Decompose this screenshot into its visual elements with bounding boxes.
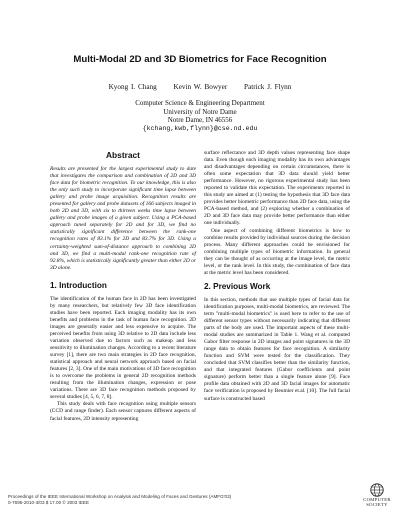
logo-text-society: SOCIETY bbox=[366, 502, 388, 507]
author-name: Patrick J. Flynn bbox=[244, 83, 292, 91]
affiliation-block bbox=[0, 99, 400, 133]
affiliation-email: {kchang,kwb,flynn}@cse.nd.edu bbox=[142, 124, 258, 132]
abstract-heading: Abstract bbox=[106, 150, 140, 160]
body-paragraph: In this section, methods that use multiple types of facial data for identification purposes, multi-modal biometrics, are reviewed. The term "multi-modal biometrics" is used here to refer to the use of different sensor types without necessarily indicating that different parts of the body are used. The important aspects of these multi-modal studies are summarized in Table 1. Wang et al. computed Gabor filter response in 2D images and point signatures in the 3D range data to obtain features for face recognition. A similarity function and SVM were tested for the classification. They concluded that SVM classifies better than the similarity function, and that integrated features (Gabor coefficients and point signature) perform better than a single feature alone [9]. Face profile data obtained with 2D and 3D facial images for automatic face verification is proposed by Beumier et.al. [10]. The full facial surface is constructed based bbox=[204, 296, 350, 402]
left-column bbox=[50, 150, 196, 423]
body-paragraph: This study deals with face recognition using multiple sensors (CCD and range finder). Each sensor captures different aspects of facial features, 2D intensity representing bbox=[50, 401, 196, 422]
footer-isbn: 0-7695-2010-3/03 $ 17.00 © 2003 IEEE bbox=[8, 499, 90, 505]
right-column bbox=[204, 150, 350, 403]
affiliation-address: Notre Dame, IN 46556 bbox=[167, 116, 233, 125]
abstract-text: Results are presented for the largest experimental study to date that investigates the comparison and combination of 2D and 3D face data for biometric recognition. To our knowledge, this is also the only such study to incorporate significant time lapse between gallery and probe image acquisition. Recognition results are presented for gallery and probe datasets of 166 subjects imaged in both 2D and 3D, with six to thirteen weeks time lapse between gallery and probe images of a given subject. Using a PCA-based approach tuned separately for 2D and for 3D, we find no statistically significant difference between the rank-one recognition rates of 83.1% for 2D and 83.7% for 3D. Using a certainty-weighted sum-of-distance approach to combining 2D and 3D, we find a multi-modal rank-one recognition rate of 92.8%, which is statistically significantly greater than either 2D or 3D alone. bbox=[50, 166, 196, 271]
body-paragraph: The identification of the human face in 2D has been investigated by many researchers, but relatively few 3D face identification studies have been reported. Each imaging modality has its own benefits and problems in the task of human face recognition. 2D images are generally easier and less expensive to acquire. The perceived benefits from using 3D relative to 2D data include less variation observed due to factors such as makeup and less sensitivity to illumination changes. According to a recent literature survey [1], there are two main strategies in 2D face recognition, statistical approach and neural network approach based on facial features [2, 3]. One of the main motivations of 3D face recognition is to overcome the problems in general 2D recognition methods resulting from the illumination changes, expression or pose variations. There are 3D face recognition methods proposed by several studies [4, 5, 6, 7, 8]. bbox=[50, 295, 196, 401]
author-list bbox=[0, 83, 400, 92]
page-footer bbox=[8, 494, 348, 506]
footer-proceedings: Proceedings of the IEEE International Workshop on Analysis and Modeling of Faces and Gestures (AMFG'03) bbox=[8, 494, 232, 499]
body-paragraph: One aspect of combining different biometrics is how to combine results provided by individual sources during the decision process. Many different approaches could be envisioned for combining multiple types of biometric information. In general they can be thought of as occurring at the image level, the metric level, or the rank level. In this study, the combination of face data at the metric level has been considered. bbox=[204, 227, 350, 276]
author-name: Kevin W. Bowyer bbox=[173, 83, 228, 91]
affiliation-university: University of Notre Dame bbox=[163, 107, 237, 116]
logo-text-computer: COMPUTER bbox=[363, 497, 391, 502]
paper-title: Multi-Modal 2D and 3D Biometrics for Face Recognition bbox=[73, 54, 327, 65]
computer-society-logo bbox=[360, 483, 394, 513]
section-heading-introduction: 1. Introduction bbox=[50, 280, 107, 290]
section-heading-previous-work: 2. Previous Work bbox=[204, 281, 271, 291]
author-name: Kyong I. Chang bbox=[108, 83, 157, 91]
ieee-computer-society-logo-icon bbox=[370, 483, 384, 497]
affiliation-department: Computer Science & Engineering Department bbox=[135, 99, 265, 107]
body-paragraph: surface reflectance and 3D depth values representing face shape data. Even though each imaging modality has its own advantages and disadvantages depending on certain circumstances, there is often some expectation that 3D data should yield better performance. However, no rigorous experimental study has been reported to validate this expectation. The experiments reported in this study are aimed at (1) testing the hypothesis that 3D face data provides better biometric performance than 2D face data, using the PCA-based method, and (2) exploring whether a combination of 2D and 3D face data may provide better performance than either one individually. bbox=[204, 150, 350, 227]
